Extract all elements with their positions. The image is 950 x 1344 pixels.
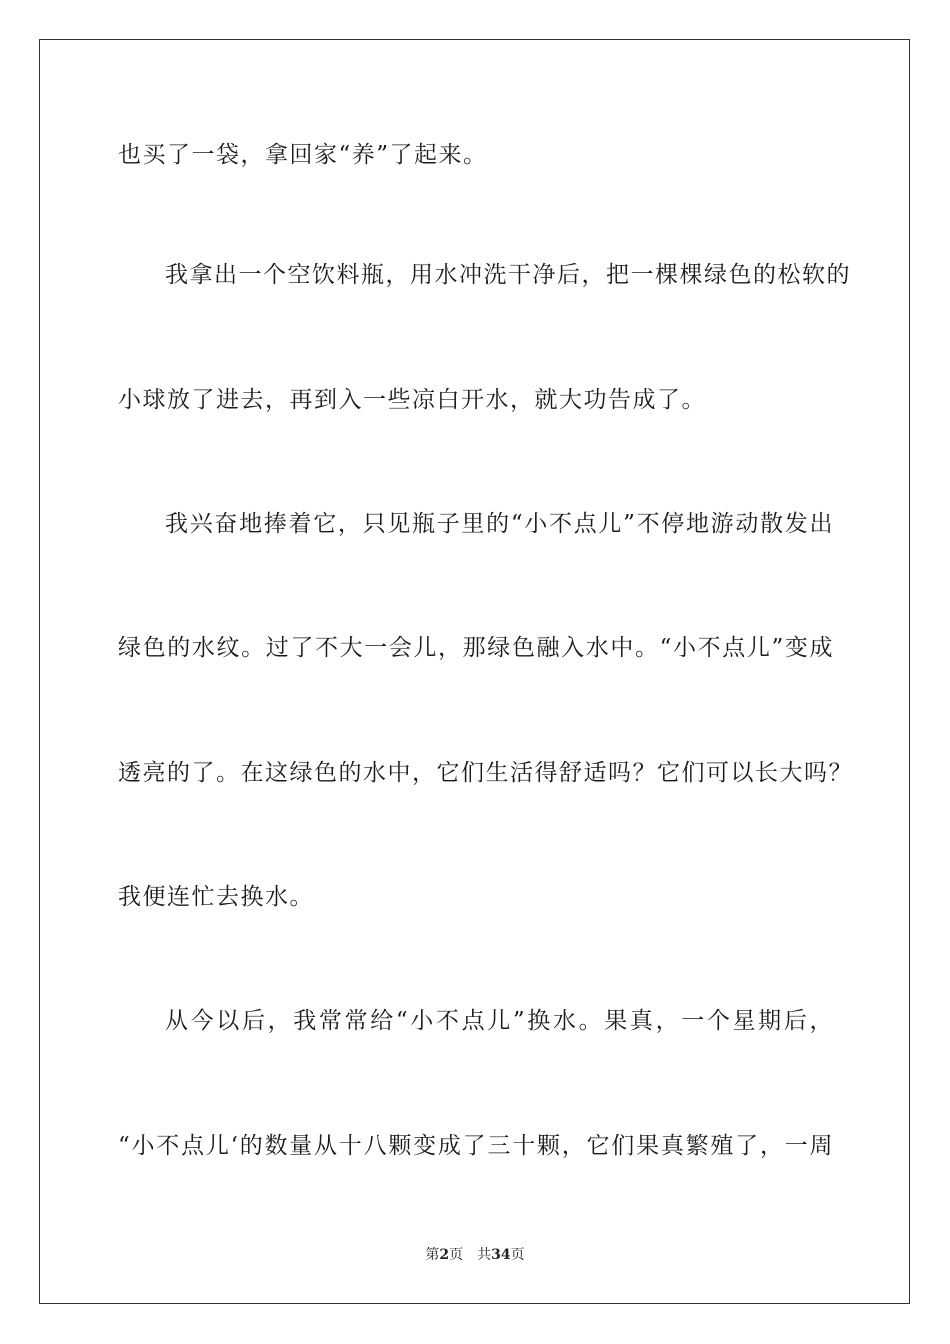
text-line-3: 小球放了进去，再到入一些凉白开水，就大功告成了。	[118, 387, 706, 413]
total-suffix: 页	[510, 1247, 525, 1263]
text-line-8: 从今以后，我常常给“小不点儿”换水。果真，一个星期后，	[165, 1008, 834, 1034]
text-line-1: 也买了一袋，拿回家“养”了起来。	[118, 142, 488, 168]
total-pages: 34	[491, 1247, 511, 1263]
page-suffix: 页	[449, 1247, 464, 1263]
page-border	[39, 39, 910, 1304]
text-line-2: 我拿出一个空饮料瓶，用水冲洗干净后，把一棵棵绿色的松软的	[165, 262, 851, 288]
page-footer	[0, 1245, 950, 1265]
text-line-6: 透亮的了。在这绿色的水中，它们生活得舒适吗？它们可以长大吗？	[118, 760, 853, 786]
page-number: 2	[439, 1247, 450, 1263]
text-line-4: 我兴奋地捧着它，只见瓶子里的“小不点儿”不停地游动散发出	[165, 511, 834, 537]
text-line-5: 绿色的水纹。过了不大一会儿，那绿色融入水中。“小不点儿”变成	[118, 635, 834, 661]
text-line-9: “小不点儿‘的数量从十八颗变成了三十颗，它们果真繁殖了，一周	[118, 1133, 834, 1159]
page-prefix: 第	[425, 1247, 440, 1263]
total-prefix: 共	[477, 1247, 492, 1263]
text-line-7: 我便连忙去换水。	[118, 884, 314, 910]
